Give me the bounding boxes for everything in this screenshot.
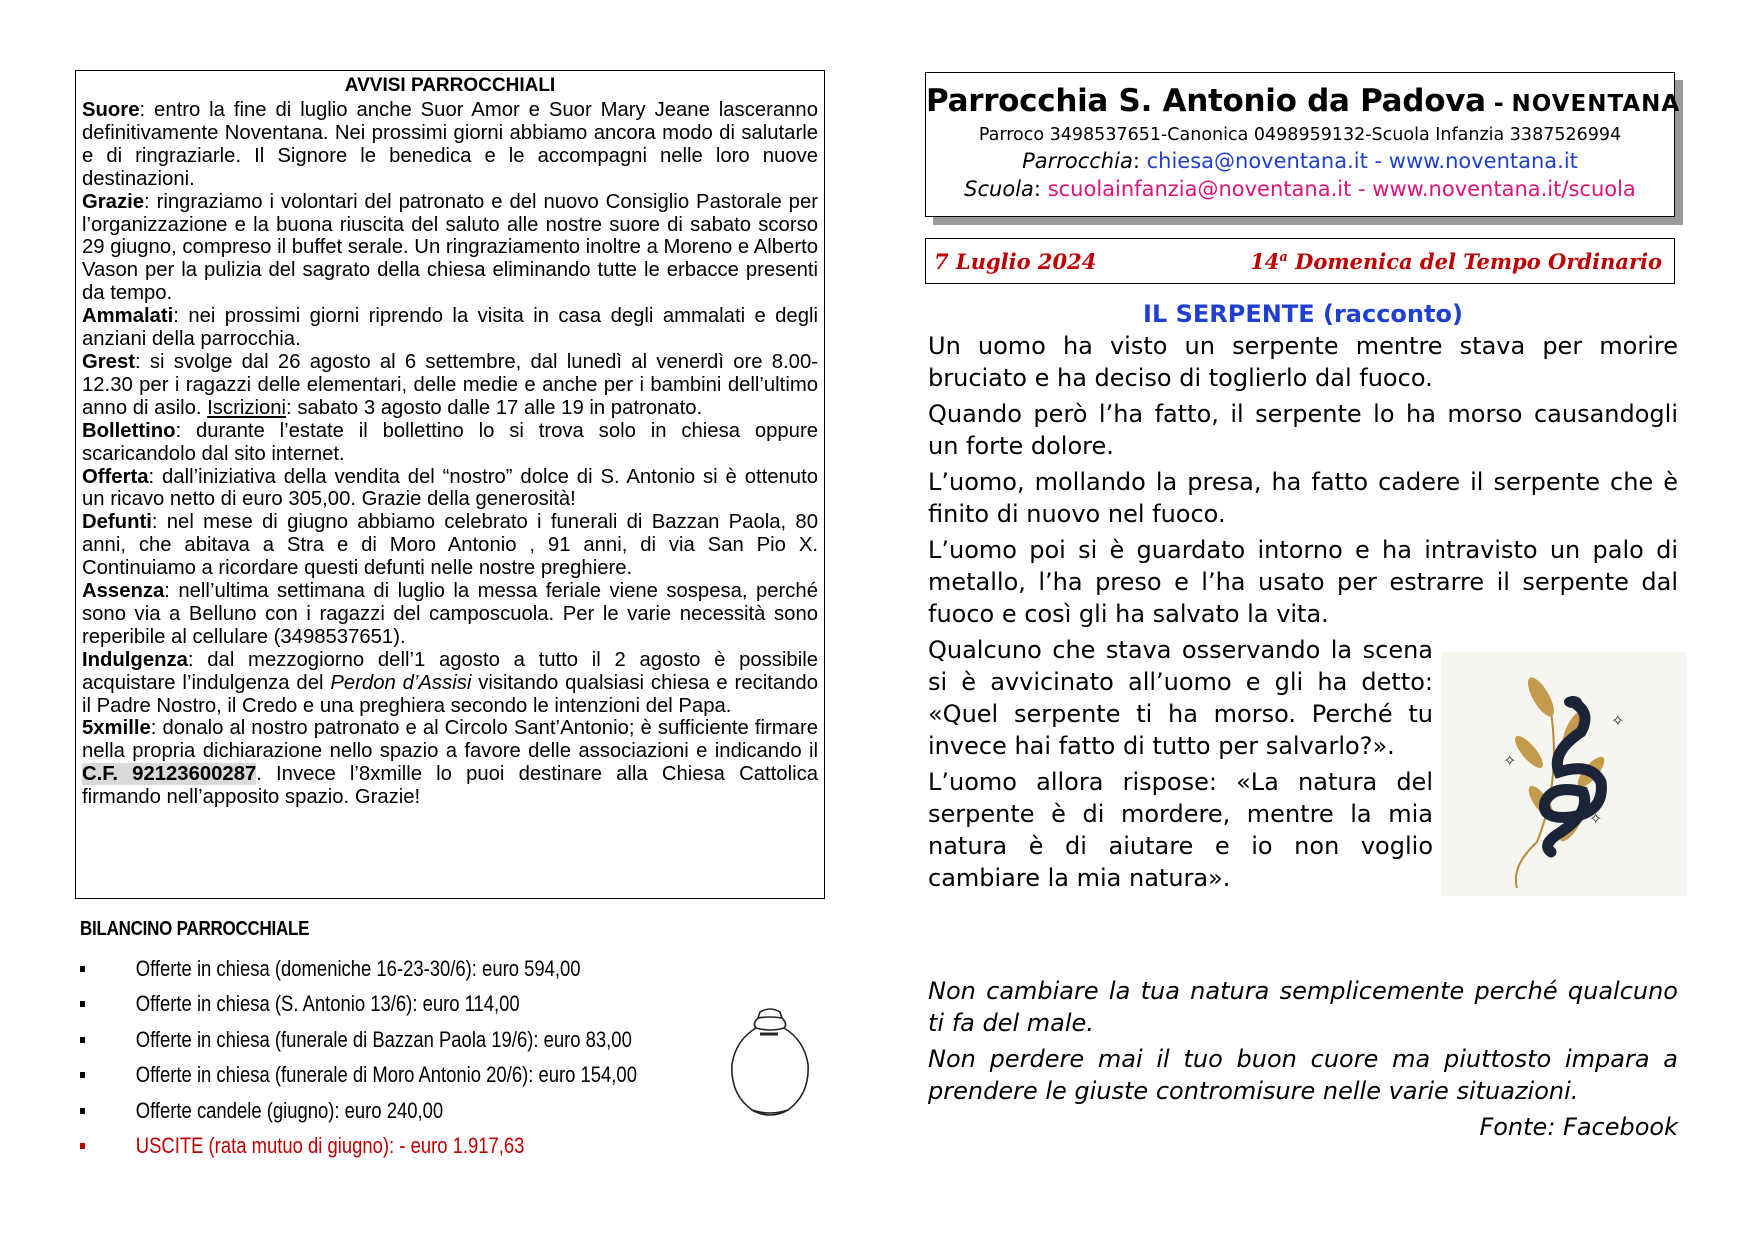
bullet-icon <box>80 1143 85 1149</box>
avviso-bollettino <box>82 420 818 466</box>
sunday-text: Domenica del Tempo Ordinario <box>1287 248 1662 274</box>
iscrizioni-label: Iscrizioni <box>207 396 287 419</box>
list-item-text: Offerte in chiesa (S. Antonio 13/6): euro 114,00 <box>135 991 520 1017</box>
avviso-text: : ringraziamo i volontari del patronato e del nuovo Consiglio Pastorale per l’organizzazione e la buona riuscita del saluto alle nostre suore di sabato scorso 29 giugno, compreso il buffet serale. Un ringraziamento inoltre a Moreno e Alberto Vason per la pulizia del sagrato della chiesa eliminando tutte le erbacce presenti da tempo. <box>82 190 818 305</box>
avviso-label: Grest <box>82 350 135 373</box>
school-contacts: Scuola: scuolainfanzia@noventana.it - www.noventana.it/scuola <box>964 177 1636 201</box>
avviso-text: : nell’ultima settimana di luglio la messa feriale viene sospesa, perché sono via a Belluno con i ragazzi del camposcuola. Per le varie necessità sono reperibile al cellulare (3498537651). <box>82 580 818 648</box>
parish-contacts: Parrocchia: chiesa@noventana.it - www.noventana.it <box>1022 149 1578 173</box>
avviso-label: Defunti <box>82 511 152 534</box>
uscite-text: USCITE (rata mutuo di giugno): - euro 1.917,63 <box>135 1133 525 1159</box>
svg-text:✧: ✧ <box>1589 809 1603 828</box>
story-paragraph: L’uomo, mollando la presa, ha fatto cadere il serpente che è finito di nuovo nel fuoco. <box>928 468 1678 528</box>
avviso-indulgenza <box>82 649 818 718</box>
avviso-suore <box>82 99 818 191</box>
story-paragraph: Qualcuno che stava osservando la scena si è avvicinato all’uomo e gli ha detto: «Quel serpente ti ha morso. Perché tu invece hai fatto di tutto per salvarlo?». <box>928 636 1433 760</box>
bullet-icon <box>80 966 85 972</box>
moral-paragraph: Non cambiare la tua natura semplicemente perché qualcuno ti fa del male. <box>928 977 1678 1037</box>
separator: - <box>1367 149 1389 173</box>
separator: - <box>1351 177 1373 201</box>
parish-title: Parrocchia S. Antonio da Padova <box>926 83 1486 119</box>
avviso-assenza <box>82 580 818 649</box>
story-paragraph: Un uomo ha visto un serpente mentre stava per morire bruciato e ha deciso di toglierlo dal fuoco. <box>928 332 1678 392</box>
ordinal-suffix: a <box>1279 249 1288 265</box>
story-paragraph: L’uomo poi si è guardato intorno e ha intravisto un palo di metallo, l’ha preso e l’ha usato per estrarre il serpente dal fuoco e così gli ha salvato la vita. <box>928 536 1678 628</box>
list-item <box>80 1022 654 1058</box>
source-credit: Fonte: Facebook <box>1479 1113 1678 1141</box>
moral-paragraph: Non perdere mai il tuo buon cuore ma piuttosto impara a prendere le giuste contromisure nelle varie situazioni. <box>928 1045 1678 1105</box>
bilancino-title: BILANCINO PARROCCHIALE <box>80 918 310 940</box>
avviso-label: Suore <box>82 99 140 121</box>
school-email-link[interactable]: scuolainfanzia@noventana.it <box>1047 177 1352 201</box>
avviso-text: : si svolge dal 26 agosto al 6 settembre, dal lunedì al venerdì ore 8.00-12.30 per i ragazzi delle elementari, delle medie e anche per i bambini dell’ultimo anno di asilo. <box>82 350 818 419</box>
avviso-ammalati <box>82 305 818 351</box>
avvisi-title: AVVISI PARROCCHIALI <box>344 75 556 96</box>
list-item-text: Offerte in chiesa (funerale di Moro Antonio 20/6): euro 154,00 <box>135 1062 637 1088</box>
avviso-label: Assenza <box>82 580 165 603</box>
avviso-defunti <box>82 511 818 580</box>
list-item-text: Offerte candele (giugno): euro 240,00 <box>135 1097 444 1123</box>
list-item <box>80 987 654 1023</box>
liturgical-sunday <box>1250 249 1662 274</box>
codice-fiscale: C.F. 92123600287 <box>82 763 257 786</box>
avviso-grest <box>82 351 818 420</box>
avviso-label: Offerta <box>82 465 149 488</box>
scuola-label: Scuola <box>964 177 1034 201</box>
date-text: 7 Luglio 2024 <box>934 248 1097 274</box>
parish-email-link[interactable]: chiesa@noventana.it <box>1146 149 1368 173</box>
list-item <box>80 951 654 987</box>
avviso-grazie <box>82 191 818 306</box>
avviso-text: : nel mese di giugno abbiamo celebrato i funerali di Bazzan Paola, 80 anni, che abitava a Stra e di Moro Antonio , 91 anni, di via San Pio X. Continuiamo a ricordare questi defunti nelle nostre preghiere. <box>82 511 818 580</box>
story-paragraph: L’uomo allora rispose: «La natura del serpente è di mordere, mentre la mia natura è di aiutare e io non voglio cambiare la mia natura». <box>928 768 1433 892</box>
parrocchia-label: Parrocchia <box>1022 149 1133 173</box>
parish-header <box>925 72 1681 217</box>
bullet-icon <box>80 1072 85 1078</box>
story-paragraph: Quando però l’ha fatto, il serpente lo ha morso causandogli un forte dolore. <box>928 400 1678 460</box>
parish-phones: Parroco 3498537651-Canonica 0498959132-Scuola Infanzia 3387526994 <box>978 125 1622 145</box>
list-item <box>80 1093 654 1129</box>
moral-section <box>928 975 1678 1147</box>
separator: - <box>1485 89 1512 117</box>
avviso-label: Grazie <box>82 190 145 213</box>
svg-text:✧: ✧ <box>1611 711 1625 730</box>
avviso-offerta <box>82 466 818 512</box>
bilancino-parrocchiale <box>80 918 780 1164</box>
snake-icon <box>1441 652 1687 896</box>
avviso-text: : nei prossimi giorni riprendo la visita in casa degli ammalati e degli anziani della parrocchia. <box>82 305 818 351</box>
list-item-text: Offerte in chiesa (domeniche 16-23-30/6): euro 594,00 <box>135 955 581 981</box>
parish-name <box>926 83 1681 119</box>
avviso-label: Indulgenza <box>82 648 188 671</box>
bullet-icon <box>80 1108 85 1114</box>
school-website-link[interactable]: www.noventana.it/scuola <box>1372 177 1636 201</box>
avviso-5xmille <box>82 717 818 809</box>
sunday-number: 14 <box>1250 248 1280 274</box>
bullet-icon <box>80 1001 85 1007</box>
avviso-text: : sabato 3 agosto dalle 17 alle 19 in patronato. <box>286 396 703 419</box>
town-name: NOVENTANA <box>1511 91 1681 117</box>
avvisi-parrocchiali-box <box>75 70 825 899</box>
date-banner <box>925 238 1675 284</box>
list-item <box>80 1058 654 1094</box>
list-item-text: Offerte in chiesa (funerale di Bazzan Paola 19/6): euro 83,00 <box>135 1026 632 1052</box>
avviso-text: : entro la fine di luglio anche Suor Amor e Suor Mary Jeane lasceranno definitivamente Noventana. Nei prossimi giorni abbiamo ancora modo di salutarle e di ringraziarle. Il Signore le benedica e le accompagni nelle loro nuove destinazioni. <box>82 99 818 190</box>
avviso-label: Bollettino <box>82 419 176 442</box>
avviso-label: 5xmille <box>82 717 151 740</box>
snake-illustration <box>1441 652 1687 896</box>
perdon-assisi-text: Perdon d’Assisi <box>330 671 472 694</box>
avviso-text: : durante l’estate il bollettino lo si trova solo in chiesa oppure scaricandolo dal sito internet. <box>82 419 818 465</box>
bilancino-list <box>80 951 780 1164</box>
story-title: IL SERPENTE (racconto) <box>1143 300 1463 328</box>
avviso-text: : donalo al nostro patronato e al Circolo Sant’Antonio; è sufficiente firmare nella propria dichiarazione nello spazio a favore delle associazioni e indicando il <box>82 717 818 763</box>
bullet-icon <box>80 1037 85 1043</box>
money-jar-icon <box>722 1006 818 1121</box>
avviso-text: . Invece l’8xmille lo puoi destinare alla Chiesa Cattolica firmando nell’apposito spazio. Grazie! <box>82 763 818 809</box>
avviso-text: : dall’iniziativa della vendita del “nostro” dolce di S. Antonio si è ottenuto un ricavo netto di euro 305,00. Grazie della generosità! <box>82 465 818 511</box>
avviso-label: Ammalati <box>82 305 174 328</box>
avviso-text: visitando qualsiasi chiesa e recitando il Padre Nostro, il Credo e una preghiera secondo le intenzioni del Papa. <box>82 671 818 717</box>
avviso-text: : dal mezzogiorno dell’1 agosto a tutto il 2 agosto è possibile acquistare l’indulgenza del <box>82 648 818 694</box>
uscite-item <box>80 1129 654 1165</box>
parish-website-link[interactable]: www.noventana.it <box>1388 149 1578 173</box>
svg-text:✧: ✧ <box>1503 751 1517 770</box>
